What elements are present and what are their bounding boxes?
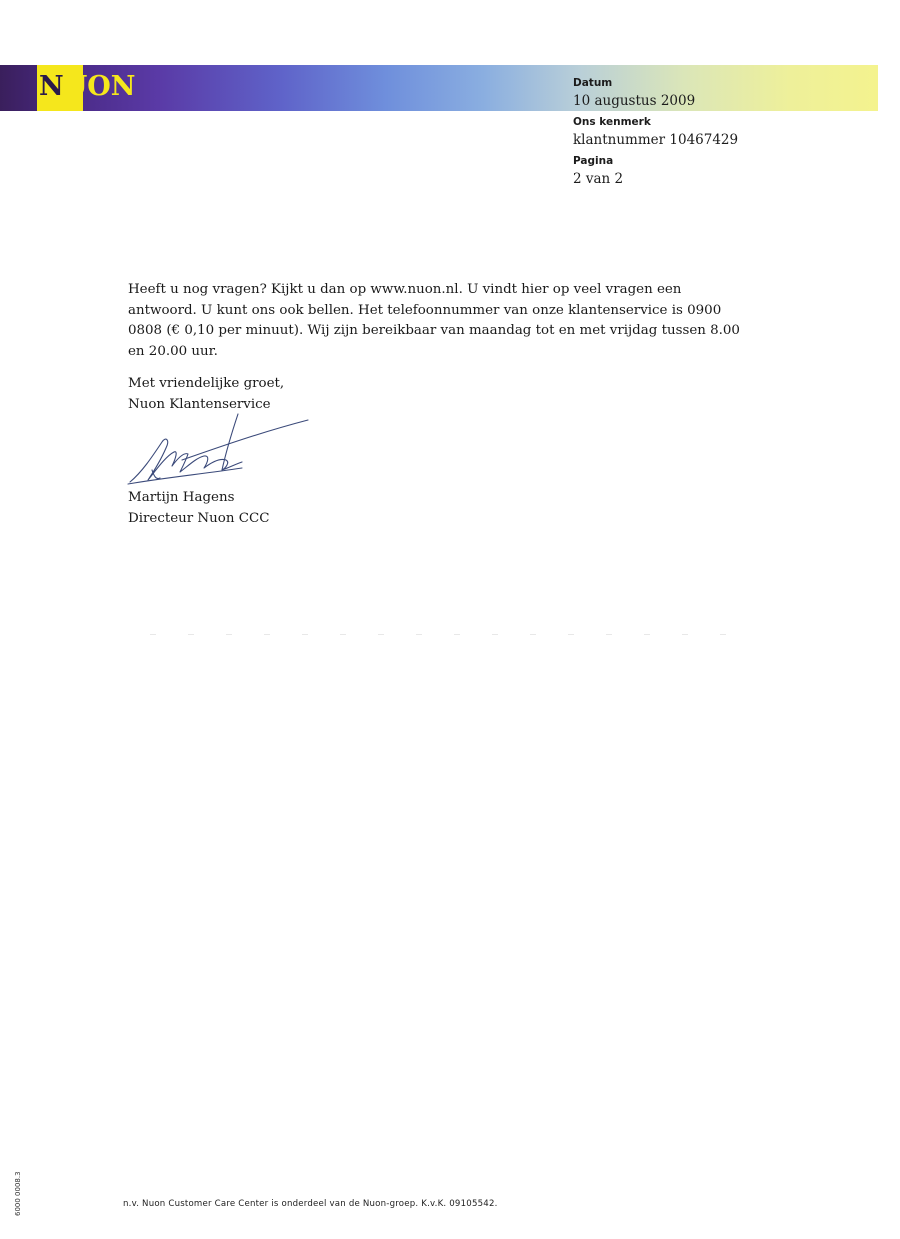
form-code: 6000 0008.3 bbox=[14, 1171, 22, 1216]
closing-greeting: Met vriendelijke groet, bbox=[128, 376, 285, 391]
handwritten-signature bbox=[122, 412, 317, 490]
signer-title: Directeur Nuon CCC bbox=[128, 510, 270, 526]
signer-block bbox=[128, 488, 269, 529]
kenmerk-value: klantnummer 10467429 bbox=[573, 132, 739, 148]
pagina-label: Pagina bbox=[573, 155, 614, 167]
footer-legal-text: n.v. Nuon Customer Care Center is onderdeel van de Nuon-groep. K.v.K. 09105542. bbox=[123, 1199, 498, 1209]
closing-sender: Nuon Klantenservice bbox=[128, 396, 271, 412]
kenmerk-label: Ons kenmerk bbox=[573, 116, 651, 128]
logo-first-letter: N bbox=[39, 71, 64, 102]
signer-name: Martijn Hagens bbox=[128, 490, 235, 505]
body-paragraph: Heeft u nog vragen? Kijkt u dan op www.nuon.nl. U vindt hier op veel vragen een antwoord. U kunt ons ook bellen. Het telefoonnummer van onze klantenservice is 0900 0808 (€ 0,10 per minuut). Wij zijn bereikbaar van maandag tot en met vrijdag tussen 8.00 en 20.00 uur. bbox=[128, 282, 740, 359]
closing-block bbox=[128, 374, 284, 415]
datum-value: 10 augustus 2009 bbox=[573, 93, 696, 109]
letter-meta bbox=[573, 74, 873, 191]
scan-artifact-line bbox=[150, 634, 740, 635]
logo-rest-letters: UON bbox=[63, 71, 136, 102]
datum-label: Datum bbox=[573, 77, 613, 89]
pagina-value: 2 van 2 bbox=[573, 171, 624, 187]
nuon-logo bbox=[39, 71, 135, 103]
